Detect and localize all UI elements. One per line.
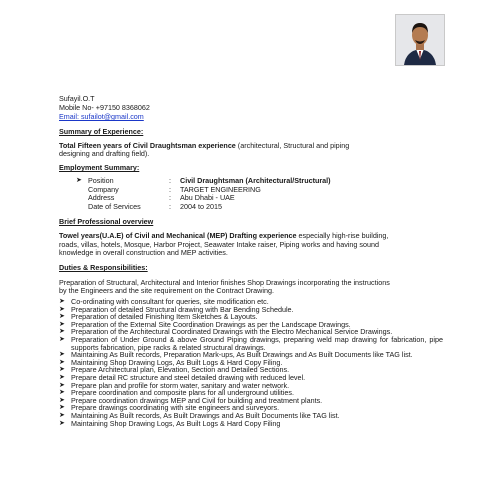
arrow-bullet-icon: ➤ xyxy=(59,396,65,404)
duties-intro-line-2: by the Engineers and the site requirement on the Contract Drawing. xyxy=(59,286,274,295)
arrow-bullet-icon: ➤ xyxy=(59,358,65,366)
arrow-bullet-icon: ➤ xyxy=(59,335,65,343)
arrow-bullet-icon: ➤ xyxy=(59,298,65,305)
contact-mobile: Mobile No- +97150 8368062 xyxy=(59,103,150,112)
list-item-text: Maintaining As Built records, As Built Drawings and As Built Documents like TAG list. xyxy=(71,410,340,420)
overview-rest-text: especially high-rise building, xyxy=(296,231,389,240)
duties-heading: Duties & Responsibilities: xyxy=(59,263,148,272)
profile-photo xyxy=(395,14,445,66)
list-item-text: Maintaining As Built records, Preparation Mark-ups, As Built Drawings and As Built Documents like TAG list. xyxy=(71,350,413,360)
list-item-text: Prepare detail RC structure and steel detailed drawing with reduced level. xyxy=(71,372,306,382)
arrow-bullet-icon: ➤ xyxy=(59,351,65,359)
list-item-text: Preparation of detailed Finishing Item Sketches & Layouts. xyxy=(71,312,258,322)
employment-value: 2004 to 2015 xyxy=(180,201,222,211)
arrow-bullet-icon: ➤ xyxy=(59,320,65,328)
employment-colon: : xyxy=(169,201,171,211)
employment-label: Company xyxy=(88,184,119,194)
arrow-bullet-icon: ➤ xyxy=(59,419,65,427)
overview-heading: Brief Professional overview xyxy=(59,217,154,226)
employment-value: Abu Dhabi - UAE xyxy=(180,193,235,202)
list-item xyxy=(59,336,443,351)
person-portrait-icon xyxy=(396,15,444,65)
list-item-text: Preparation of the External Site Coordination Drawings as per the Landscape Drawings. xyxy=(71,319,351,329)
employment-label: Address xyxy=(88,193,115,202)
employment-colon: : xyxy=(169,193,171,202)
summary-bold-text: Total Fifteen years of Civil Draughtsman experience xyxy=(59,141,236,150)
employment-value: TARGET ENGINEERING xyxy=(180,184,261,194)
arrow-bullet-icon: ➤ xyxy=(59,313,65,321)
contact-name: Sufayil.O.T xyxy=(59,94,95,103)
list-item-text: Prepare coordination and composite plans for all underground utilities. xyxy=(71,388,294,398)
duties-list xyxy=(59,298,443,427)
arrow-bullet-icon: ➤ xyxy=(59,373,65,381)
overview-line-2: roads, villas, hotels, Mosque, Harbor Project, Seawater Intake raiser, Piping works and having sound xyxy=(59,239,380,249)
list-item-text: Prepare coordination drawings MEP and Civil for building and treatment plants. xyxy=(71,395,323,405)
employment-colon: : xyxy=(169,184,171,194)
overview-bold-text: Towel years(U.A.E) of Civil and Mechanical (MEP) Drafting experience xyxy=(59,231,297,240)
employment-heading: Employment Summary: xyxy=(59,163,140,172)
list-item-text: Preparation of detailed Structural drawing with Bar Bending Schedule. xyxy=(71,304,294,314)
list-item-text: Prepare Architectural plan, Elevation, Section and Detailed Sections. xyxy=(71,365,290,375)
contact-email-link[interactable]: Email: sufailot@gmail.com xyxy=(59,112,144,121)
list-item-text: Maintaining Shop Drawing Logs, As Built Logs & Hard Copy Filing. xyxy=(71,357,283,367)
arrow-bullet-icon: ➤ xyxy=(59,389,65,397)
duties-intro-line-1: Preparation of Structural, Architectural and Interior finishes Shop Drawings incorporating the instructions xyxy=(59,278,390,287)
arrow-bullet-icon: ➤ xyxy=(59,411,65,419)
employment-value: Civil Draughtsman (Architectural/Structural) xyxy=(180,176,331,185)
list-item-text: Prepare drawings coordinating with site engineers and surveyors. xyxy=(71,403,280,413)
list-item-text: Co-ordinating with consultant for queries, site modification etc. xyxy=(71,297,269,306)
list-item-text: Prepare plan and profile for storm water, sanitary and water network. xyxy=(71,380,290,390)
list-item-text: Maintaining Shop Drawing Logs, As Built Logs & Hard Copy Filing xyxy=(71,418,281,428)
employment-colon: : xyxy=(169,176,171,185)
employment-label: Position xyxy=(88,176,114,185)
arrow-bullet-icon: ➤ xyxy=(76,177,82,184)
employment-label: Date of Services xyxy=(88,201,141,211)
arrow-bullet-icon: ➤ xyxy=(59,328,65,336)
summary-rest-text: (architectural, Structural and piping xyxy=(235,141,350,150)
arrow-bullet-icon: ➤ xyxy=(59,381,65,389)
list-item xyxy=(59,420,443,428)
arrow-bullet-icon: ➤ xyxy=(59,305,65,313)
list-item-text: Preparation of the Architectural Coordinated Drawings with the Electro Mechanical Service Drawings. xyxy=(71,327,393,337)
overview-line-3: knowledge in overall construction and MEP activities. xyxy=(59,248,228,257)
summary-heading: Summary of Experience: xyxy=(59,127,144,136)
summary-line-2: designing and drafting field). xyxy=(59,149,150,158)
arrow-bullet-icon: ➤ xyxy=(59,404,65,412)
list-item-text: Preparation of Under Ground & above Ground Piping drawings, preparing weld map drawing for fabrication, pipe supports fabrication, pipe racks & related structural drawings. xyxy=(71,334,443,352)
arrow-bullet-icon: ➤ xyxy=(59,366,65,374)
